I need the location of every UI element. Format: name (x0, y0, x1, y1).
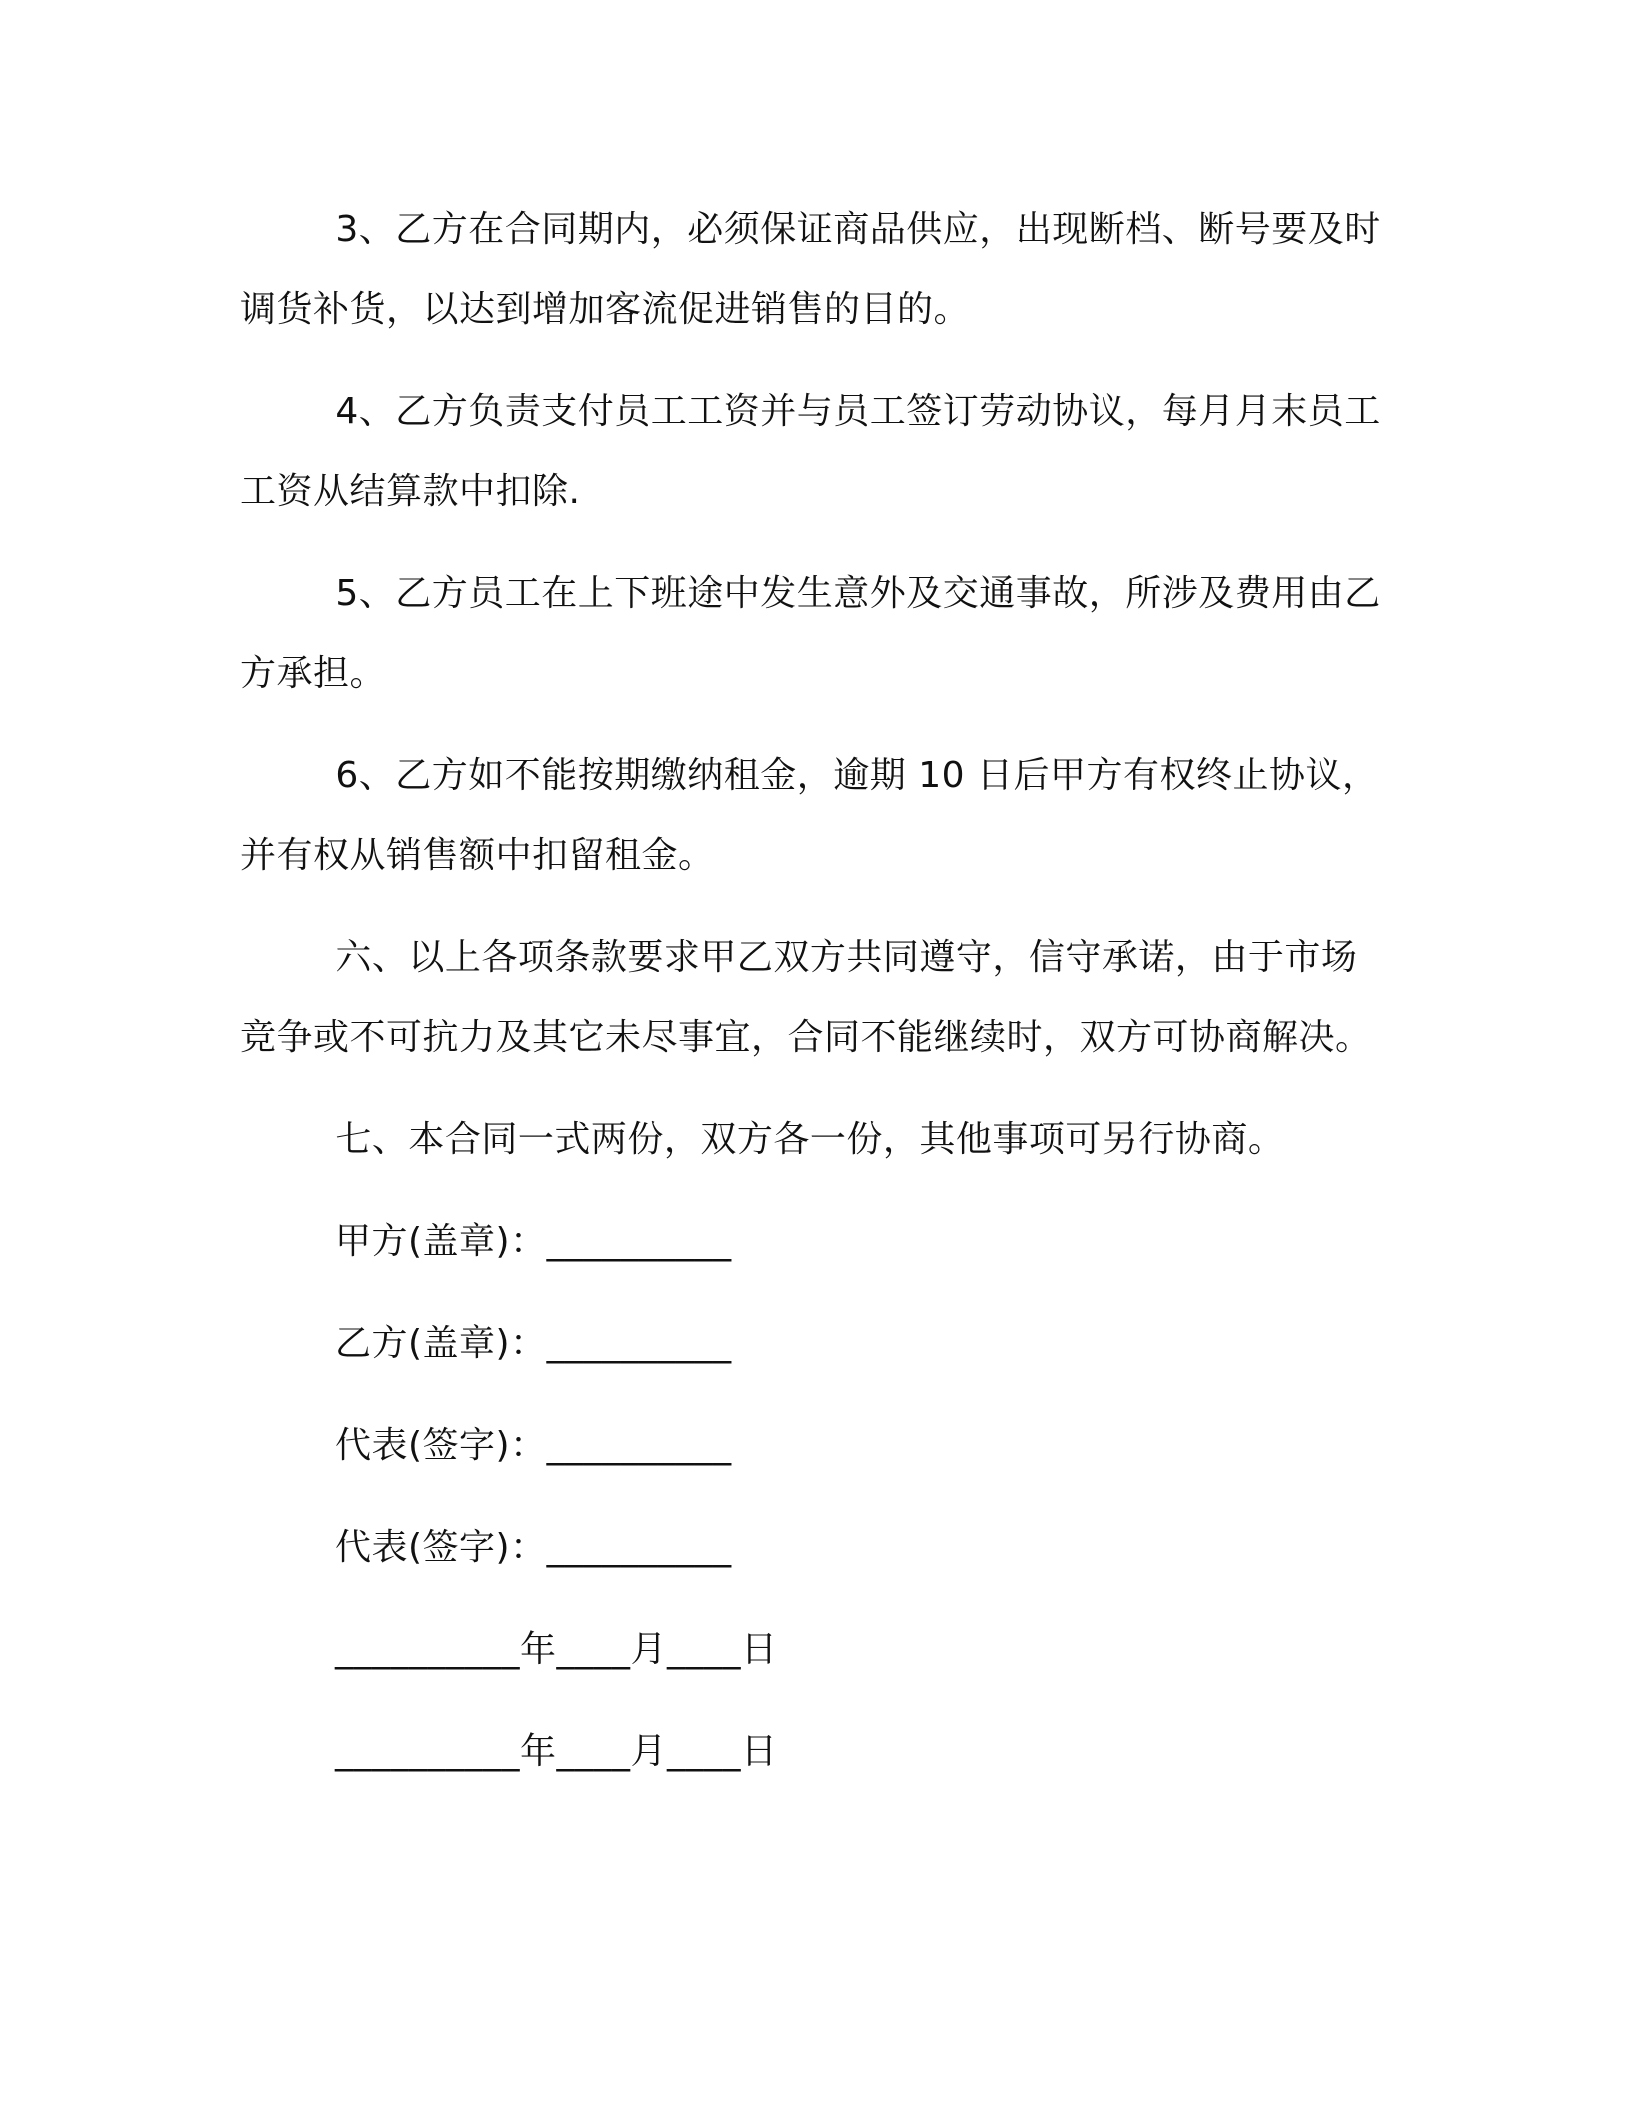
date-line-1: __________年____月____日 (335, 1629, 778, 1670)
clause-4: 4、乙方负责支付员工工资并与员工签订劳动协议，每月月末员工工资从结算款中扣除. (240, 391, 1381, 512)
clause-3: 3、乙方在合同期内，必须保证商品供应，出现断档、断号要及时调货补货，以达到增加客流促进销售的目的。 (240, 209, 1381, 330)
clause-seven: 七、本合同一式两份，双方各一份，其他事项可另行协商。 (335, 1119, 1285, 1160)
clause-6: 6、乙方如不能按期缴纳租金，逾期 10 日后甲方有权终止协议，并有权从销售额中扣留租金。 (240, 755, 1379, 876)
representative-signature-line-1: 代表(签字)：__________ (335, 1425, 732, 1466)
date-line-2: __________年____月____日 (335, 1731, 778, 1772)
party-b-seal-line: 乙方(盖章)：__________ (335, 1323, 732, 1364)
clause-six: 六、以上各项条款要求甲乙双方共同遵守，信守承诺，由于市场竞争或不可抗力及其它未尽事宜，合同不能继续时，双方可协商解决。 (240, 937, 1372, 1058)
clause-5: 5、乙方员工在上下班途中发生意外及交通事故，所涉及费用由乙方承担。 (240, 573, 1381, 694)
document-body (240, 190, 1390, 1814)
party-a-seal-line: 甲方(盖章)：__________ (335, 1221, 732, 1262)
representative-signature-line-2: 代表(签字)：__________ (335, 1527, 732, 1568)
